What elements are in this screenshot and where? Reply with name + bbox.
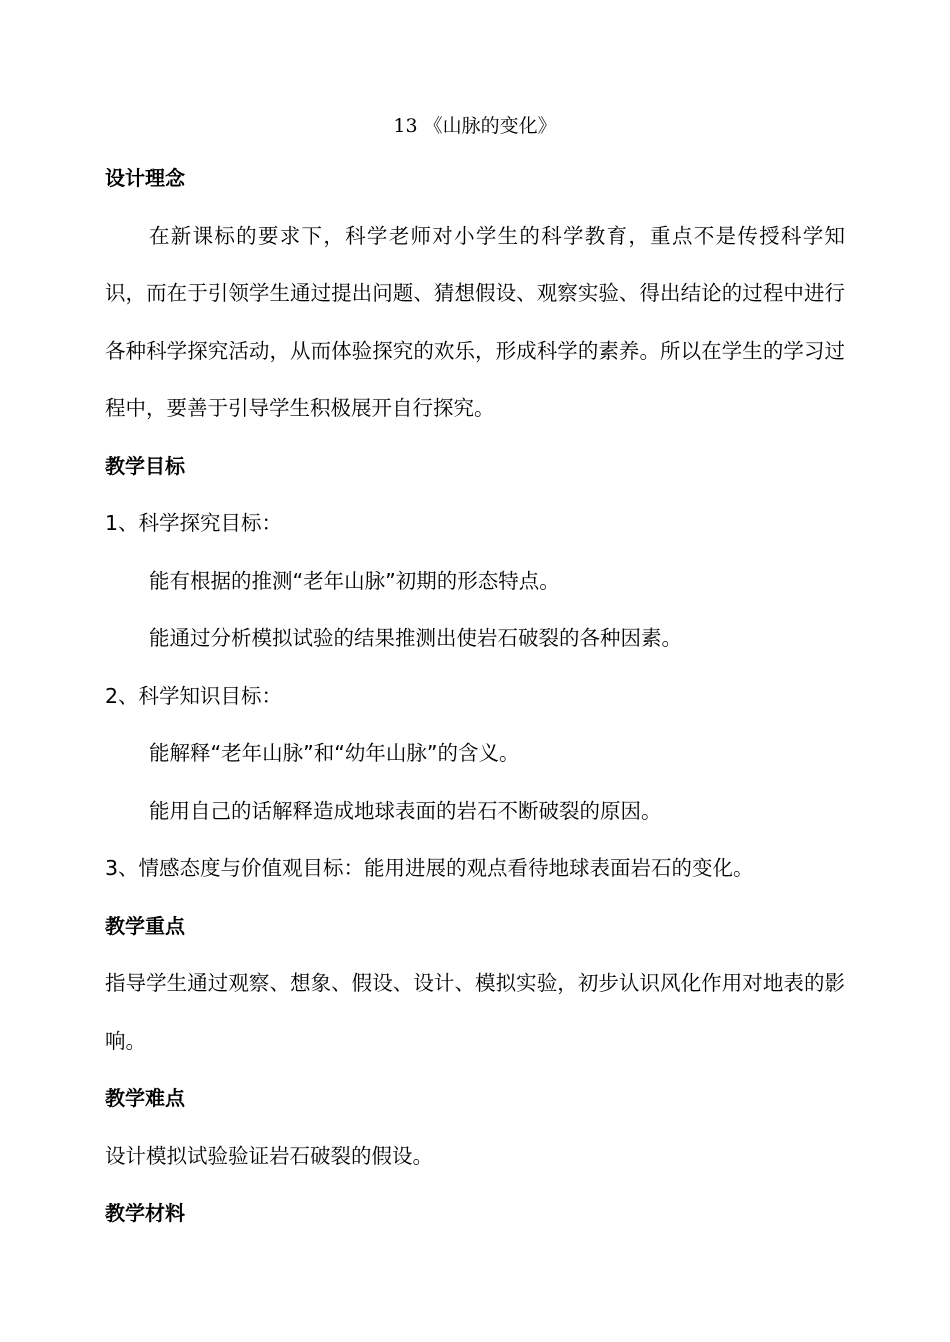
objective-1-line-1: 能有根据的推测“老年山脉”初期的形态特点。 (149, 568, 560, 593)
objectives-heading: 教学目标 (105, 453, 185, 478)
document-title: 13 《山脉的变化》 (393, 115, 557, 137)
objective-3: 3、情感态度与价值观目标：能用进展的观点看待地球表面岩石的变化。 (105, 856, 754, 880)
difficulties-text: 设计模拟试验验证岩石破裂的假设。 (105, 1143, 433, 1168)
document-body (105, 150, 845, 1243)
design-concept-paragraph: 在新课标的要求下，科学老师对小学生的科学教育，重点不是传授科学知识，而在于引领学生通过提出问题、猜想假设、观察实验、得出结论的过程中进行各种科学探究活动，从而体验探究的欢乐，形成科学的素养。所以在学生的学习过程中，要善于引导学生积极展开自行探究。 (105, 223, 845, 420)
key-points-heading: 教学重点 (105, 913, 185, 938)
design-concept-heading: 设计理念 (105, 166, 185, 190)
objective-2-line-2: 能用自己的话解释造成地球表面的岩石不断破裂的原因。 (149, 798, 662, 823)
key-points-text: 指导学生通过观察、想象、假设、设计、模拟实验，初步认识风化作用对地表的影响。 (105, 971, 845, 1053)
difficulties-heading: 教学难点 (105, 1086, 185, 1110)
objective-1-label: 1、科学探究目标： (105, 511, 283, 535)
objective-2-label: 2、科学知识目标： (105, 683, 283, 708)
objective-1-line-2: 能通过分析模拟试验的结果推测出使岩石破裂的各种因素。 (149, 626, 682, 650)
materials-heading: 教学材料 (105, 1201, 185, 1225)
objective-2-line-1: 能解释“老年山脉”和“幼年山脉”的含义。 (149, 741, 520, 765)
